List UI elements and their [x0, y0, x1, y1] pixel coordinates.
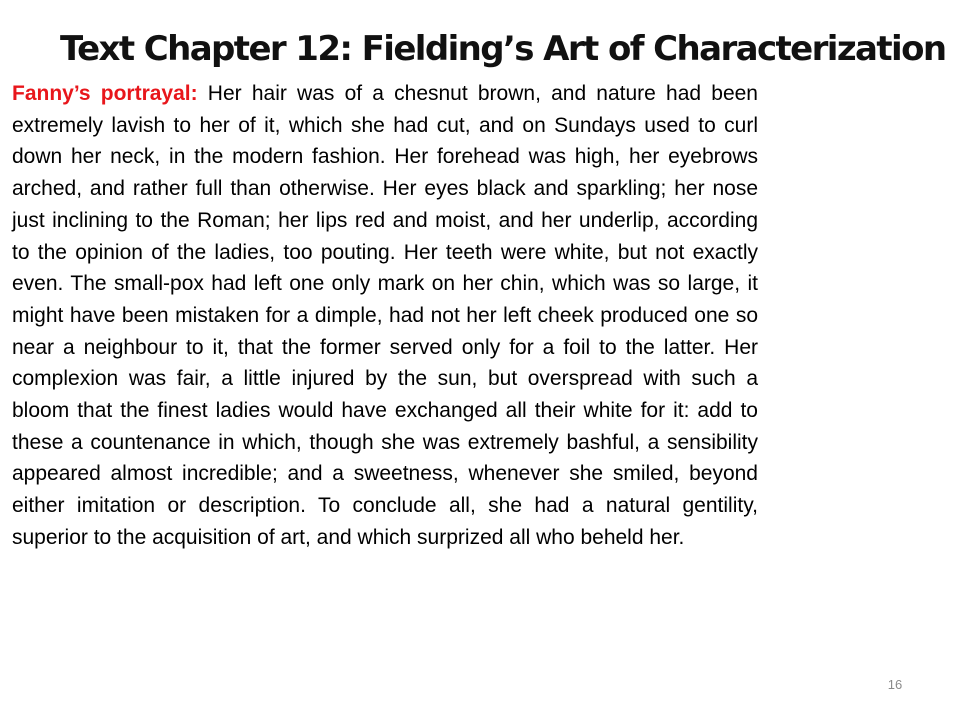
page-number: 16	[887, 677, 903, 692]
portrayal-text: Her hair was of a chesnut brown, and nature had been extremely lavish to her of it, which she had cut, and on Sundays used to curl down her neck, in the modern fashion. Her forehead was high, her eyebrows arched, and rather full than otherwise. Her eyes black and sparkling; her nose just inclining to the Roman; her lips red and moist, and her underlip, according to the opinion of the ladies, too pouting. Her teeth were white, but not exactly even. The small-pox had left one only mark on her chin, which was so large, it might have been mistaken for a dimple, had not her left cheek produced one so near a neighbour to it, that the former served only for a foil to the latter. Her complexion was fair, a little injured by the sun, but overspread with such a bloom that the finest ladies would have exchanged all their white for it: add to these a countenance in which, though she was extremely bashful, a sensibility appeared almost incredible; and a sweetness, whenever she smiled, beyond either imitation or description. To conclude all, she had a natural gentility, superior to the acquisition of art, and which surprized all who beheld her.	[12, 82, 758, 549]
slide-title: Text Chapter 12: Fielding’s Art of Characterization	[60, 29, 946, 69]
body-paragraph	[12, 78, 758, 554]
portrayal-label: Fanny’s portrayal:	[12, 82, 198, 105]
